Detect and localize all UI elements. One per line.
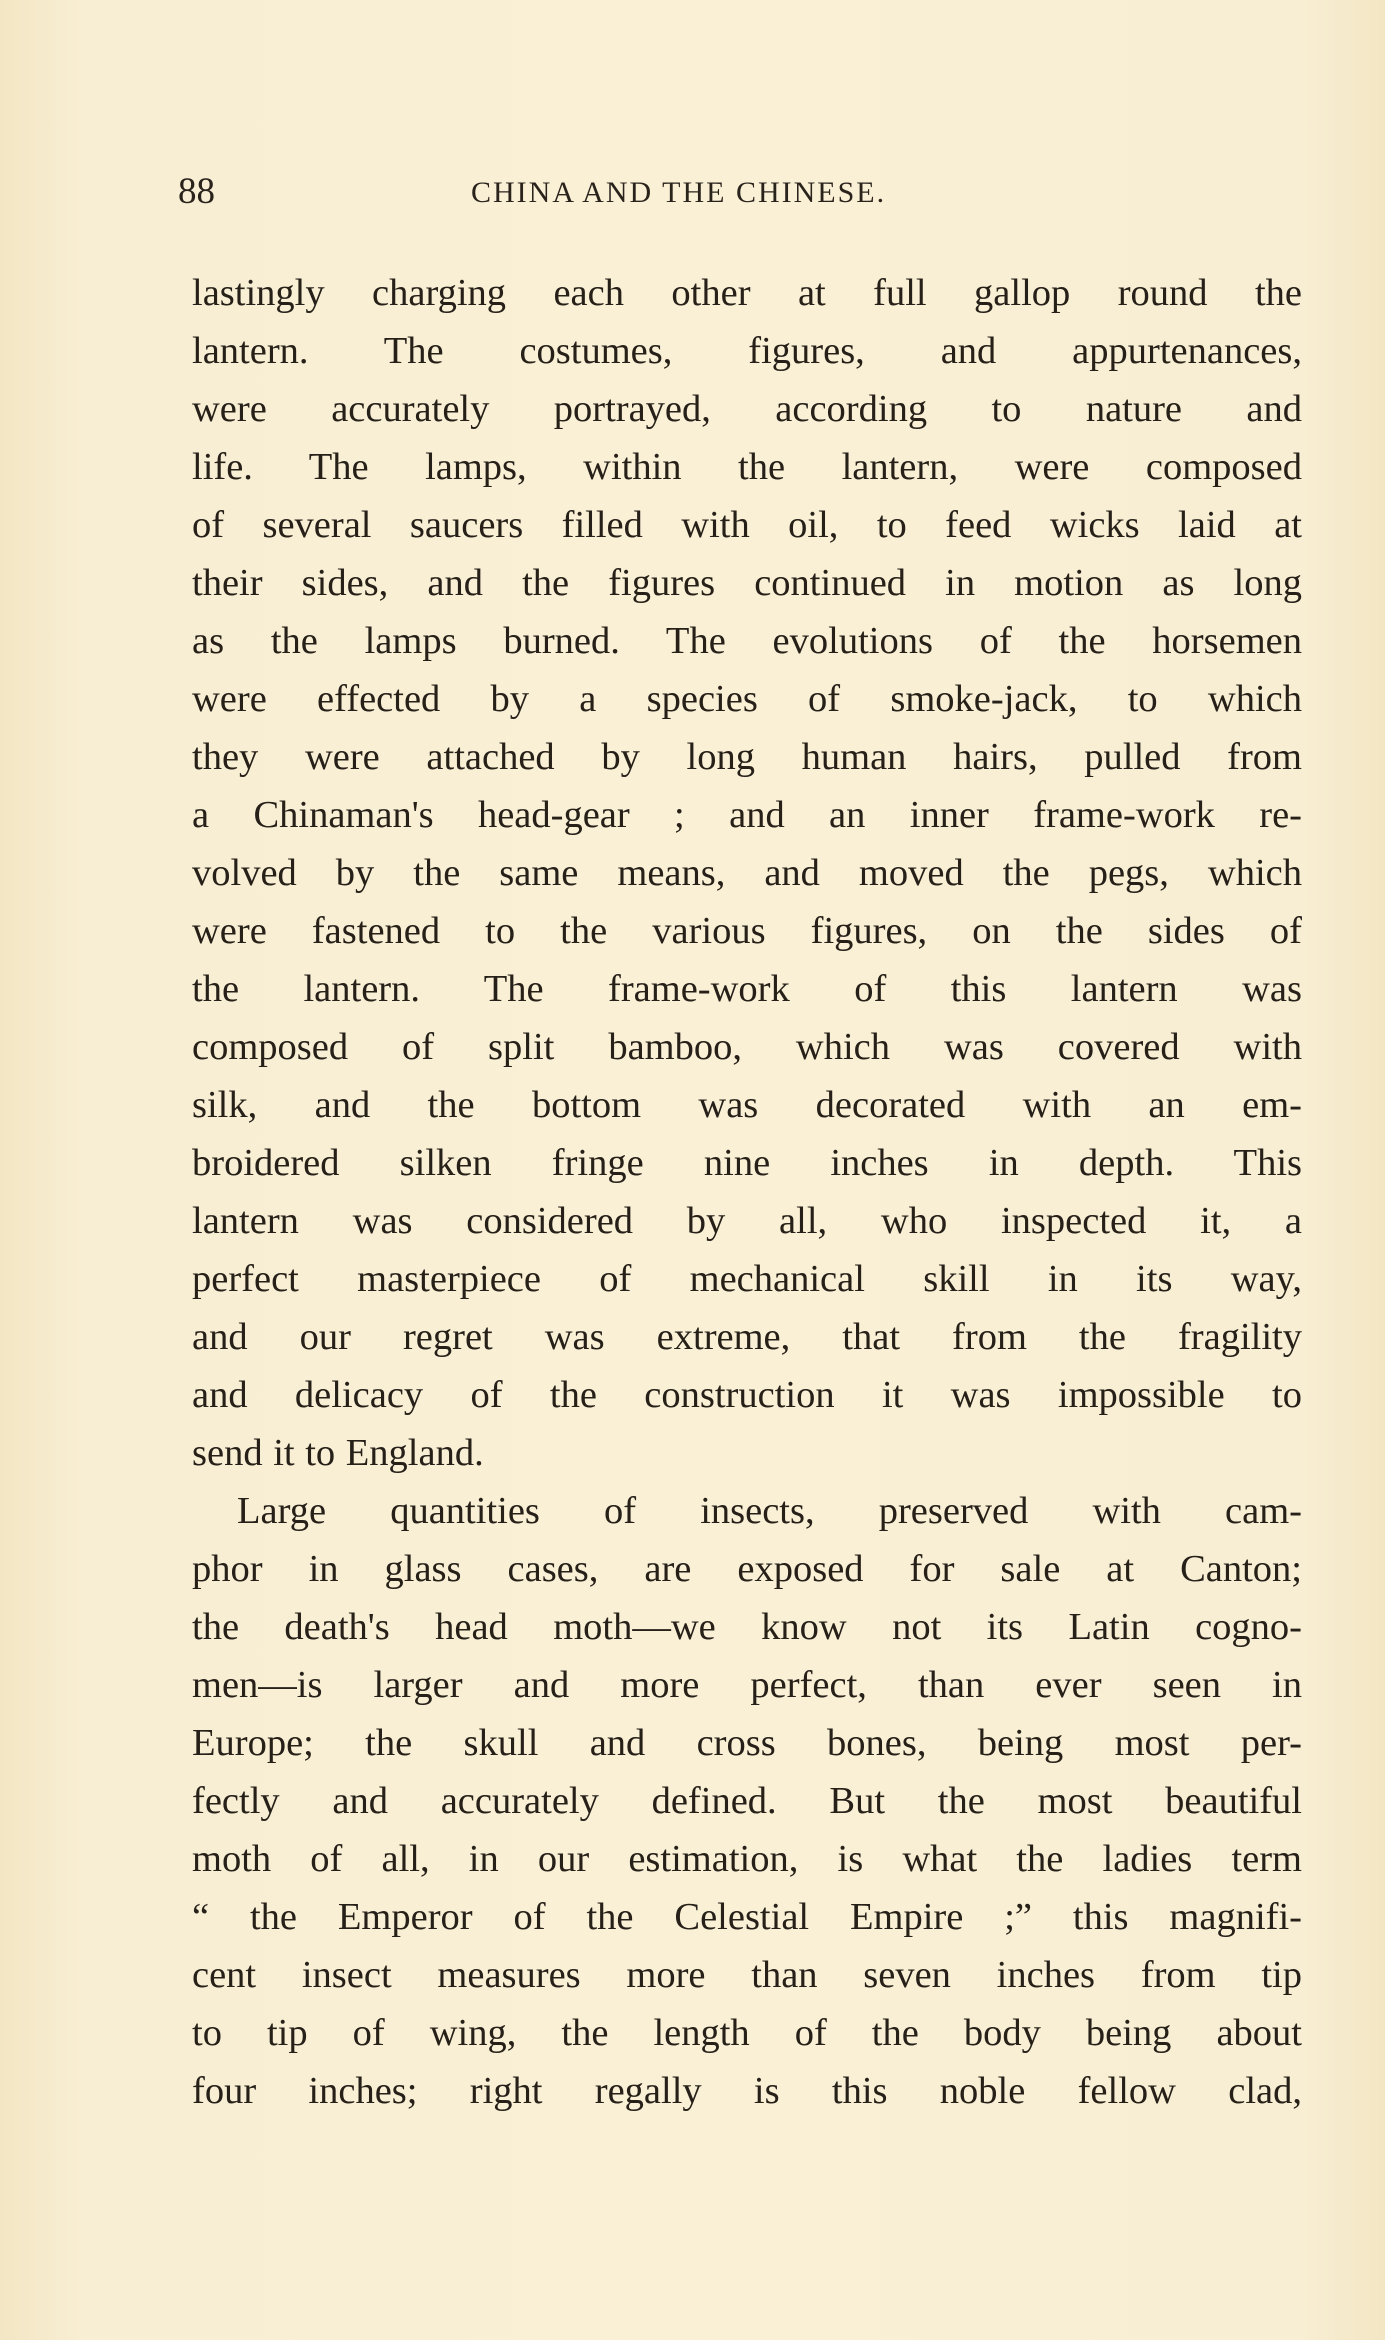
text-line: as the lamps burned. The evolutions of the horsemen [192,620,1302,662]
text-line: moth of all, in our estimation, is what the ladies term [192,1838,1302,1880]
text-line: a Chinaman's head-gear ; and an inner frame-work re- [192,794,1302,836]
text-line: Europe; the skull and cross bones, being most per- [192,1722,1302,1764]
text-line: “ the Emperor of the Celestial Empire ;” this magnifi- [192,1896,1302,1938]
text-line-paragraph-end: send it to England. [192,1432,484,1474]
body-text [192,264,1302,2120]
text-line: silk, and the bottom was decorated with an em- [192,1084,1302,1126]
running-head: CHINA AND THE CHINESE. [471,176,887,209]
text-line: lastingly charging each other at full gallop round the [192,272,1302,314]
text-line: phor in glass cases, are exposed for sale at Canton; [192,1548,1302,1590]
text-line: their sides, and the figures continued in motion as long [192,562,1302,604]
text-line: were fastened to the various figures, on the sides of [192,910,1302,952]
text-line: four inches; right regally is this noble fellow clad, [192,2070,1302,2112]
text-line: of several saucers filled with oil, to feed wicks laid at [192,504,1302,546]
text-line: fectly and accurately defined. But the most beautiful [192,1780,1302,1822]
text-line: lantern. The costumes, figures, and appurtenances, [192,330,1302,372]
text-line: and our regret was extreme, that from the fragility [192,1316,1302,1358]
text-line: cent insect measures more than seven inches from tip [192,1954,1302,1996]
text-line: and delicacy of the construction it was impossible to [192,1374,1302,1416]
text-line: to tip of wing, the length of the body being about [192,2012,1302,2054]
text-line: volved by the same means, and moved the pegs, which [192,852,1302,894]
text-line: life. The lamps, within the lantern, were composed [192,446,1302,488]
text-line: the death's head moth—we know not its Latin cogno- [192,1606,1302,1648]
text-line: composed of split bamboo, which was covered with [192,1026,1302,1068]
text-line: perfect masterpiece of mechanical skill in its way, [192,1258,1302,1300]
text-line: lantern was considered by all, who inspected it, a [192,1200,1302,1242]
page-header [178,172,1038,212]
text-line: broidered silken fringe nine inches in depth. This [192,1142,1302,1184]
text-line-paragraph-start: Large quantities of insects, preserved with cam- [237,1490,1302,1532]
text-line: were effected by a species of smoke-jack, to which [192,678,1302,720]
text-line: they were attached by long human hairs, pulled from [192,736,1302,778]
text-line: men—is larger and more perfect, than ever seen in [192,1664,1302,1706]
page-number: 88 [178,171,215,212]
text-line: were accurately portrayed, according to nature and [192,388,1302,430]
text-line: the lantern. The frame-work of this lantern was [192,968,1302,1010]
